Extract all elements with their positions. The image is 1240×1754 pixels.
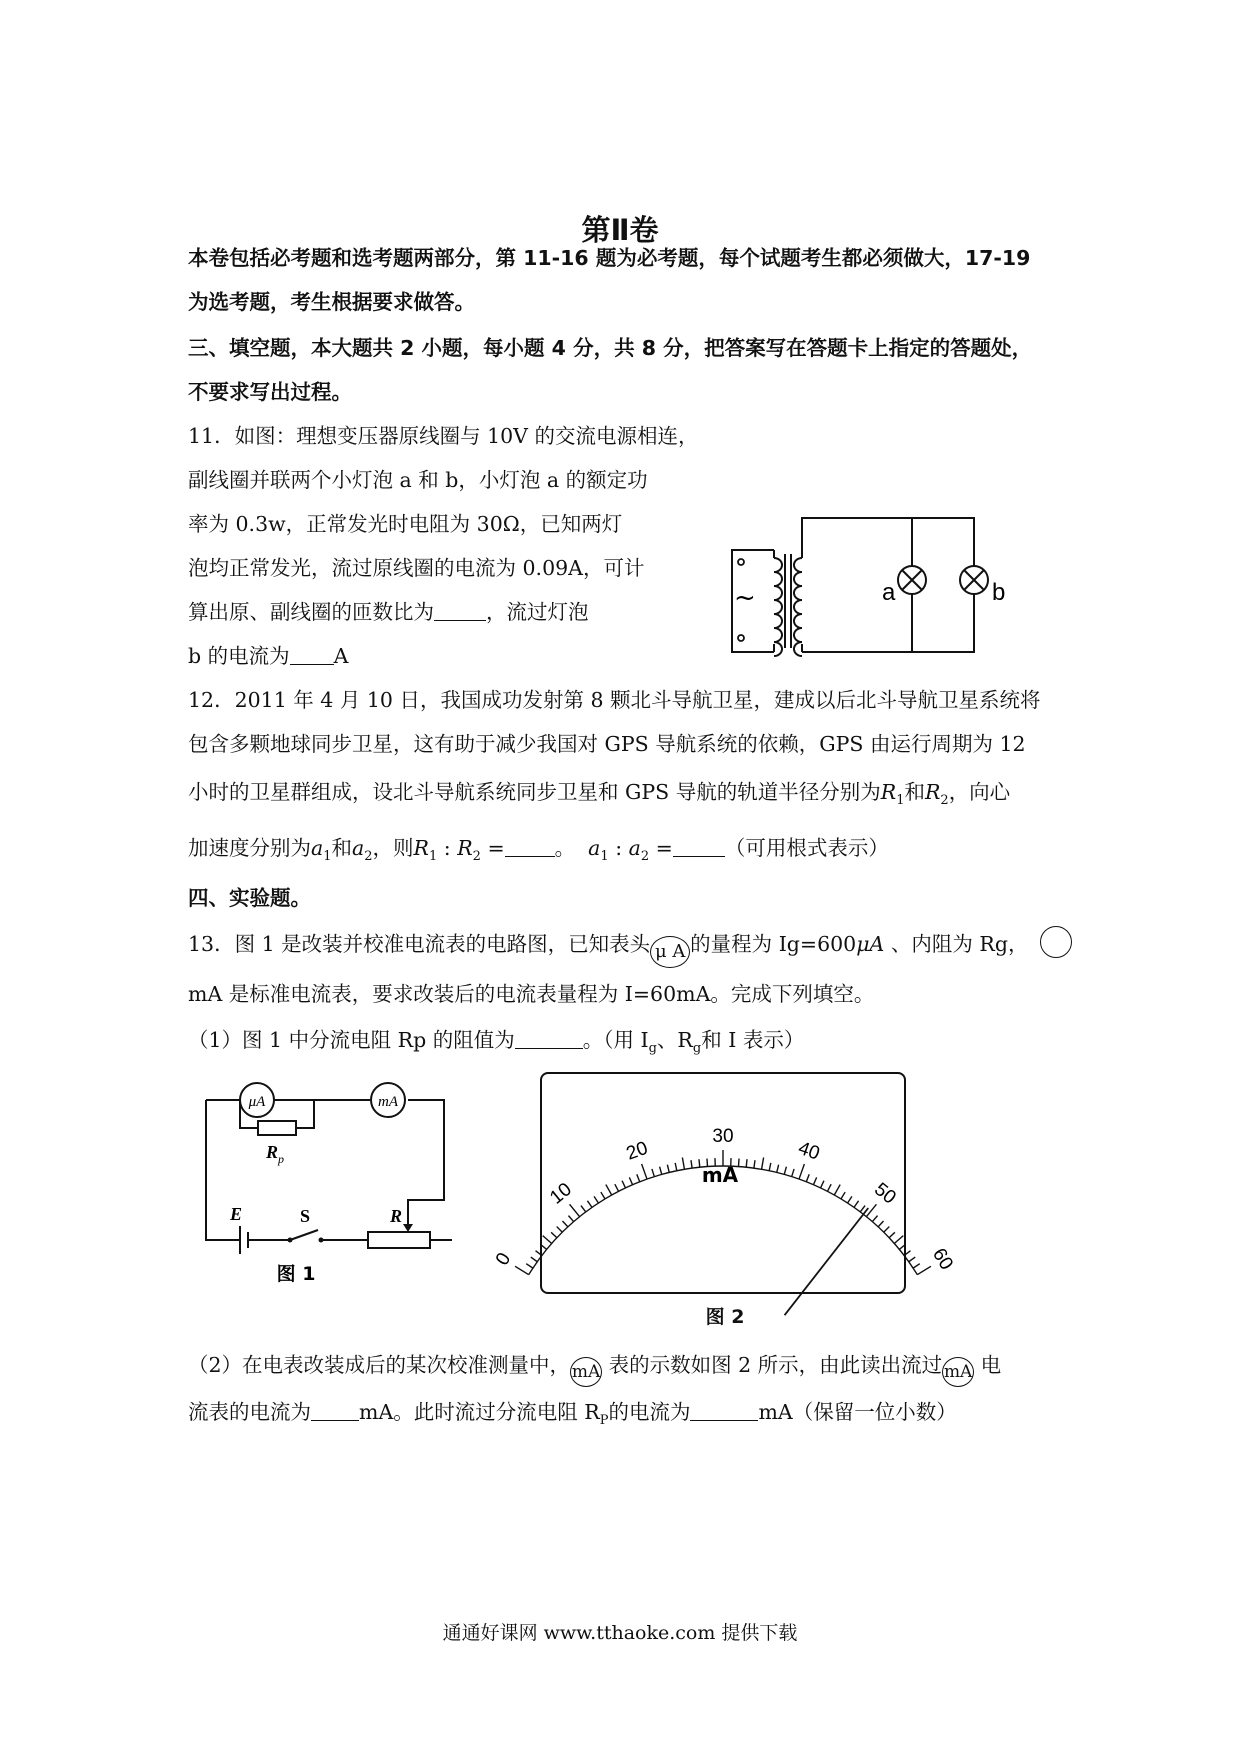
rp-label: R (266, 1142, 279, 1162)
scale-tick (904, 1251, 910, 1256)
scale-tick (570, 1204, 580, 1216)
q13-part2 (188, 1355, 1001, 1387)
scale-label: 30 (712, 1126, 734, 1147)
page-title: 第Ⅱ卷 (581, 213, 659, 247)
var-a: a (588, 836, 601, 860)
scale-tick (557, 1227, 563, 1233)
scale-tick (854, 1201, 859, 1208)
var-R: R (924, 780, 941, 804)
scale-tick (531, 1257, 538, 1262)
q11-line-2: 副线圈并联两个小灯泡 a 和 b，小灯泡 a 的额定功 (188, 468, 648, 492)
scale-tick (541, 1244, 547, 1249)
subscript: 1 (896, 793, 905, 809)
meter-unit-label: mA (701, 1163, 739, 1187)
scale-label: 10 (546, 1178, 576, 1209)
milliammeter-symbol-icon: mA (570, 1357, 602, 1387)
scale-tick (637, 1174, 640, 1181)
q11-text: b 的电流为 (188, 644, 290, 668)
meter-needle (785, 1208, 869, 1315)
scale-tick (848, 1196, 852, 1203)
scale-tick (841, 1192, 845, 1199)
switch-label: S (300, 1206, 311, 1226)
q11-line-4: 泡均正常发光，流过原线圈的电流为 0.09A，可计 (188, 556, 645, 580)
scale-tick (769, 1163, 771, 1171)
scale-tick (866, 1204, 876, 1216)
figure-2-caption: 图 2 (705, 1306, 745, 1328)
subscript: 1 (428, 849, 438, 865)
q13-line-1 (188, 934, 1028, 968)
q13-text: 。（用 I (582, 1028, 649, 1052)
q13-text: 流表的电流为 (188, 1400, 311, 1424)
subscript: 2 (364, 849, 373, 865)
scale-tick (629, 1177, 632, 1184)
q12-line-4 (188, 838, 889, 863)
subscript: g (692, 1041, 702, 1057)
scale-tick (878, 1221, 883, 1227)
rheostat-label: R (390, 1206, 403, 1226)
scale-tick (652, 1169, 654, 1177)
scale-tick (622, 1181, 625, 1188)
var-a: a (628, 836, 641, 860)
milliammeter-symbol-icon: mA (942, 1357, 974, 1387)
scale-tick (784, 1167, 786, 1175)
q13-text: mA（保留一位小数） (758, 1400, 957, 1424)
q13-part3 (188, 1402, 957, 1427)
scale-tick (515, 1266, 529, 1274)
scale-tick (913, 1264, 920, 1268)
scale-tick (799, 1164, 804, 1179)
q11-line-3: 率为 0.3w，正常发光时电阻为 30Ω，已知两灯 (188, 512, 623, 536)
scale-tick (581, 1206, 586, 1212)
q12-line-3 (188, 782, 1010, 807)
section3-line-1: 三、填空题，本大题共 2 小题，每小题 4 分，共 8 分，把答案写在答题卡上指定的答题处， (188, 336, 1033, 360)
scale-tick (594, 1196, 598, 1203)
answer-blank[interactable] (505, 838, 555, 857)
q13-text: 、R (656, 1028, 693, 1052)
q12-text: ，向心 (948, 780, 1011, 804)
scale-tick (872, 1216, 877, 1222)
q12-text: 和 (331, 836, 353, 860)
scale-tick (827, 1184, 831, 1191)
var-R: R (413, 836, 429, 860)
scale-tick (909, 1257, 916, 1262)
microammeter-label: μA (248, 1094, 266, 1110)
lamp-b-label: b (992, 579, 1006, 606)
milliammeter-dial-figure (491, 1072, 957, 1294)
intro-line-2: 为选考题，考生根据要求做答。 (188, 290, 475, 314)
q11-line-5 (188, 602, 589, 623)
answer-blank[interactable] (311, 1402, 359, 1421)
colon: : (608, 836, 629, 860)
rp-subscript: p (278, 1152, 284, 1166)
scale-tick (889, 1232, 895, 1237)
scale-label: 60 (927, 1244, 957, 1274)
scale-tick (884, 1227, 890, 1233)
figure-1-caption: 图 1 (276, 1263, 316, 1285)
answer-blank[interactable] (290, 646, 334, 665)
scale-tick (860, 1206, 865, 1212)
milliammeter-symbol-icon (1040, 926, 1072, 958)
q11-line-1: 11．如图：理想变压器原线圈与 10V 的交流电源相连， (188, 424, 699, 448)
q13-text: 的电流为 (608, 1400, 691, 1424)
q13-text: 13．图 1 是改装并校准电流表的电路图，已知表头 (188, 932, 651, 956)
scale-tick (682, 1157, 684, 1169)
milliammeter-label: mA (378, 1094, 398, 1110)
scale-tick (813, 1177, 816, 1184)
q13-mu: μA (856, 932, 885, 956)
var-a: a (311, 836, 324, 860)
lamp-a-label: a (882, 579, 896, 606)
scale-tick (699, 1159, 700, 1167)
answer-blank[interactable] (673, 838, 725, 857)
equals: = (480, 836, 505, 860)
scale-tick (606, 1185, 612, 1195)
scale-tick (660, 1167, 662, 1175)
q13-text: 、内阻为 Rg， (884, 932, 1029, 956)
scale-tick (899, 1244, 905, 1249)
scale-label: 20 (623, 1137, 651, 1165)
subscript: 1 (600, 849, 609, 865)
q13-text: 和 I 表示） (701, 1028, 805, 1052)
ac-source-icon: ~ (734, 583, 756, 613)
scale-tick (551, 1232, 557, 1237)
scale-tick (806, 1174, 809, 1181)
page-footer: 通通好课网 www.tthaoke.com 提供下载 (442, 1622, 798, 1644)
section3-line-2: 不要求写出过程。 (188, 380, 352, 404)
answer-blank[interactable] (434, 602, 486, 621)
scale-tick (615, 1184, 619, 1191)
answer-blank[interactable] (690, 1402, 758, 1421)
q12-line-1: 12．2011 年 4 月 10 日，我国成功发射第 8 颗北斗导航卫星，建成以后北斗导航卫星系统将 (188, 688, 1041, 712)
scale-tick (754, 1160, 755, 1168)
q11-text: ，流过灯泡 (486, 600, 589, 624)
q11-text: A (333, 644, 349, 668)
scale-tick (562, 1221, 567, 1227)
scale-tick (543, 1236, 552, 1244)
scale-label: 40 (795, 1137, 823, 1165)
q12-text: ，则 (372, 836, 414, 860)
calibration-circuit-figure (200, 1070, 500, 1295)
scale-label: 0 (491, 1249, 516, 1270)
terminal-icon (738, 559, 744, 565)
q12-text: 小时的卫星群组成，设北斗导航系统同步卫星和 GPS 导航的轨道半径分别为 (188, 780, 881, 804)
scale-tick (821, 1181, 824, 1188)
scale-tick (777, 1165, 779, 1173)
q11-text: 算出原、副线圈的匝数比为 (188, 600, 434, 624)
scale-tick (834, 1185, 840, 1195)
q12-text: （可用根式表示） (724, 836, 889, 860)
answer-blank[interactable] (515, 1030, 583, 1049)
scale-tick (667, 1165, 669, 1173)
q13-text: 电 (974, 1353, 1002, 1377)
scale-tick (587, 1201, 592, 1208)
q12-text: 。 (554, 836, 576, 860)
q13-text: 的量程为 Ig=600 (690, 932, 857, 956)
var-R: R (457, 836, 473, 860)
q12-text: 加速度分别为 (188, 836, 311, 860)
q13-text: 表的示数如图 2 所示，由此读出流过 (602, 1353, 943, 1377)
scale-tick (746, 1159, 747, 1167)
scale-tick (738, 1159, 739, 1167)
scale-tick (526, 1264, 533, 1268)
q13-part1 (188, 1030, 804, 1055)
subscript: 2 (640, 849, 650, 865)
battery-label: E (230, 1204, 243, 1224)
scale-tick (675, 1163, 677, 1171)
subscript: P (599, 1413, 609, 1429)
scale-tick (568, 1216, 573, 1222)
microammeter-symbol-icon: μ A (650, 936, 690, 968)
scale-label: 50 (870, 1178, 900, 1209)
scale-tick (762, 1157, 764, 1169)
colon: : (437, 836, 458, 860)
q12-text: 和 (904, 780, 925, 804)
scale-tick (792, 1169, 794, 1177)
q13-text: （2）在电表改装成后的某次校准测量中， (188, 1353, 571, 1377)
subscript: 2 (472, 849, 481, 865)
var-a: a (352, 836, 365, 860)
subscript: 1 (323, 849, 332, 865)
scale-tick (917, 1266, 931, 1274)
terminal-icon (738, 635, 744, 641)
q13-line-2: mA 是标准电流表，要求改装后的电流表量程为 I=60mA。完成下列填空。 (188, 982, 875, 1006)
intro-line-1: 本卷包括必考题和选考题两部分，第 11-16 题为必考题，每个试题考生都必须做大，17-19 (188, 246, 1031, 270)
scale-tick (691, 1160, 692, 1168)
scale-tick (642, 1164, 647, 1179)
subscript: 2 (940, 793, 949, 809)
q11-line-6 (188, 646, 348, 667)
scale-tick (894, 1236, 903, 1244)
section4-heading: 四、实验题。 (188, 886, 311, 910)
equals: = (649, 836, 673, 860)
transformer-circuit-figure (730, 510, 1090, 660)
q12-line-2: 包含多颗地球同步卫星，这有助于减少我国对 GPS 导航系统的依赖，GPS 由运行周期为 12 (188, 732, 1026, 756)
q13-text: （1）图 1 中分流电阻 Rp 的阻值为 (188, 1028, 515, 1052)
scale-tick (601, 1192, 605, 1199)
subscript: g (648, 1041, 657, 1057)
scale-tick (536, 1251, 542, 1256)
q13-text: mA。此时流过分流电阻 R (359, 1400, 600, 1424)
var-R: R (880, 780, 897, 804)
